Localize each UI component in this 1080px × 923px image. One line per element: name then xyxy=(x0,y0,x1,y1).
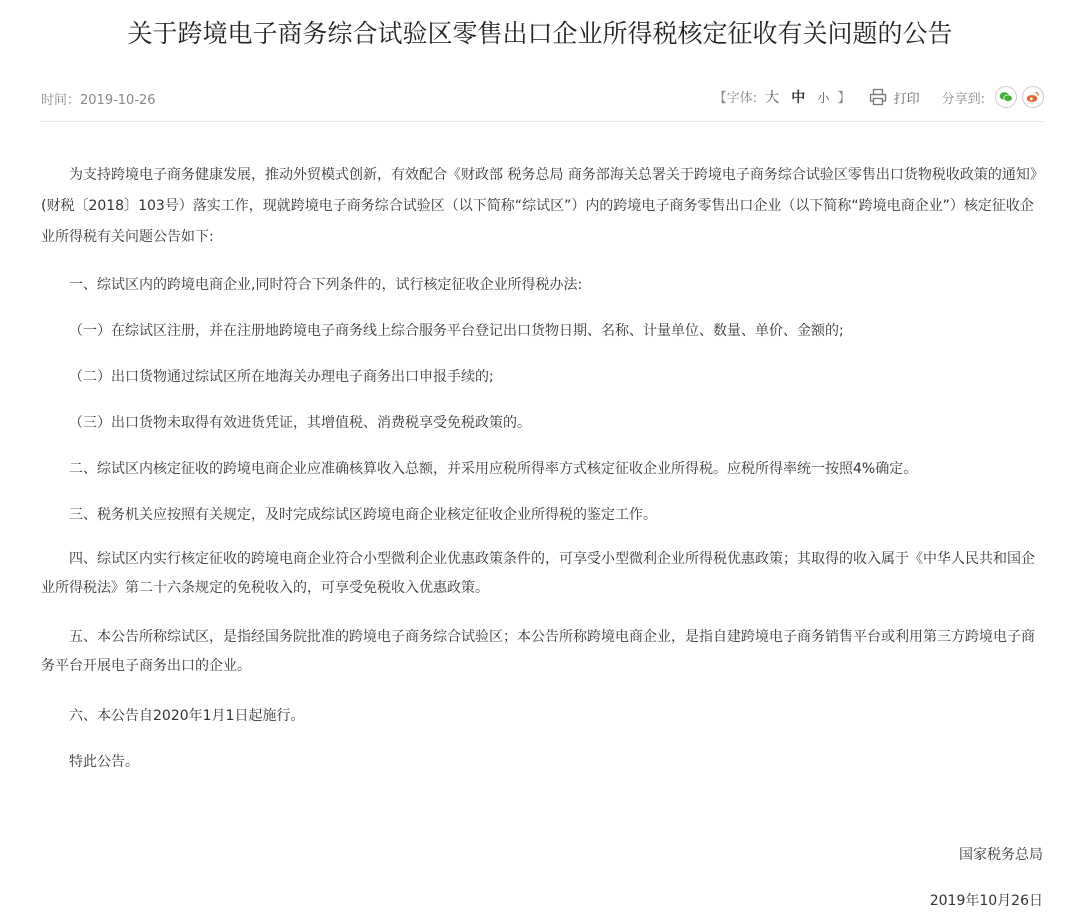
print-button[interactable] xyxy=(869,88,920,107)
paragraph-2: 二、综试区内核定征收的跨境电商企业应准确核算收入总额，并采用应税所得率方式核定征收企业所得税。应税所得率统一按照4%确定。 xyxy=(69,461,918,477)
paragraph-3: 三、税务机关应按照有关规定，及时完成综试区跨境电商企业核定征收企业所得税的鉴定工作。 xyxy=(69,507,657,523)
paragraph-intro: 为支持跨境电子商务健康发展，推动外贸模式创新，有效配合《财政部 税务总局 商务部海关总署关于跨境电子商务综合试验区零售出口货物税收政策的通知》(财税〔2018〕103号）落实工作，现就跨境电子商务综合试验区（以下简称“综试区”）内的跨境电子商务零售出口企业（以下简称“跨境电商企业”）核定征收企业所得税有关问题公告如下: xyxy=(41,167,1044,245)
wechat-icon xyxy=(999,91,1013,103)
paragraph-1-2: （二）出口货物通过综试区所在地海关办理电子商务出口申报手续的; xyxy=(69,369,494,385)
font-size-label: 【字体: xyxy=(713,91,757,106)
weibo-icon xyxy=(1026,91,1040,103)
article-title: 关于跨境电子商务综合试验区零售出口企业所得税核定征收有关问题的公告 xyxy=(127,19,953,48)
print-label: 打印 xyxy=(893,91,920,107)
font-size-medium-button[interactable]: 中 xyxy=(791,90,806,106)
font-size-large-button[interactable]: 大 xyxy=(765,90,780,106)
paragraph-1-1: （一）在综试区注册，并在注册地跨境电子商务线上综合服务平台登记出口货物日期、名称、计量单位、数量、单价、金额的; xyxy=(69,323,844,339)
printer-icon xyxy=(869,88,887,106)
article-meta-bar xyxy=(41,84,1044,110)
article-tools xyxy=(714,84,1044,110)
paragraph-closing: 特此公告。 xyxy=(69,754,139,770)
header-divider xyxy=(41,121,1044,122)
paragraph-5: 五、本公告所称综试区，是指经国务院批准的跨境电子商务综合试验区；本公告所称跨境电商企业，是指自建跨境电子商务销售平台或利用第三方跨境电子商务平台开展电子商务出口的企业。 xyxy=(41,629,1035,674)
font-size-bracket-close: 】 xyxy=(837,91,851,106)
paragraph-1-3: （三）出口货物未取得有效进货凭证，其增值税、消费税享受免税政策的。 xyxy=(69,415,531,431)
paragraph-1: 一、综试区内的跨境电商企业,同时符合下列条件的，试行核定征收企业所得税办法: xyxy=(69,277,583,293)
paragraph-6: 六、本公告自2020年1月1日起施行。 xyxy=(69,708,305,724)
issuer-signature: 国家税务总局 xyxy=(959,847,1043,863)
font-size-small-button[interactable]: 小 xyxy=(817,91,830,105)
publish-date: 时间：2019-10-26 xyxy=(41,93,156,108)
wechat-share-button[interactable] xyxy=(995,86,1017,108)
paragraph-4: 四、综试区内实行核定征收的跨境电商企业符合小型微利企业优惠政策条件的，可享受小型微利企业所得税优惠政策；其取得的收入属于《中华人民共和国企业所得税法》第二十六条规定的免税收入的，可享受免税收入优惠政策。 xyxy=(41,551,1035,596)
issue-date: 2019年10月26日 xyxy=(929,893,1043,909)
share-label: 分享到: xyxy=(941,91,985,107)
weibo-share-button[interactable] xyxy=(1022,86,1044,108)
font-size-switcher xyxy=(714,87,851,107)
